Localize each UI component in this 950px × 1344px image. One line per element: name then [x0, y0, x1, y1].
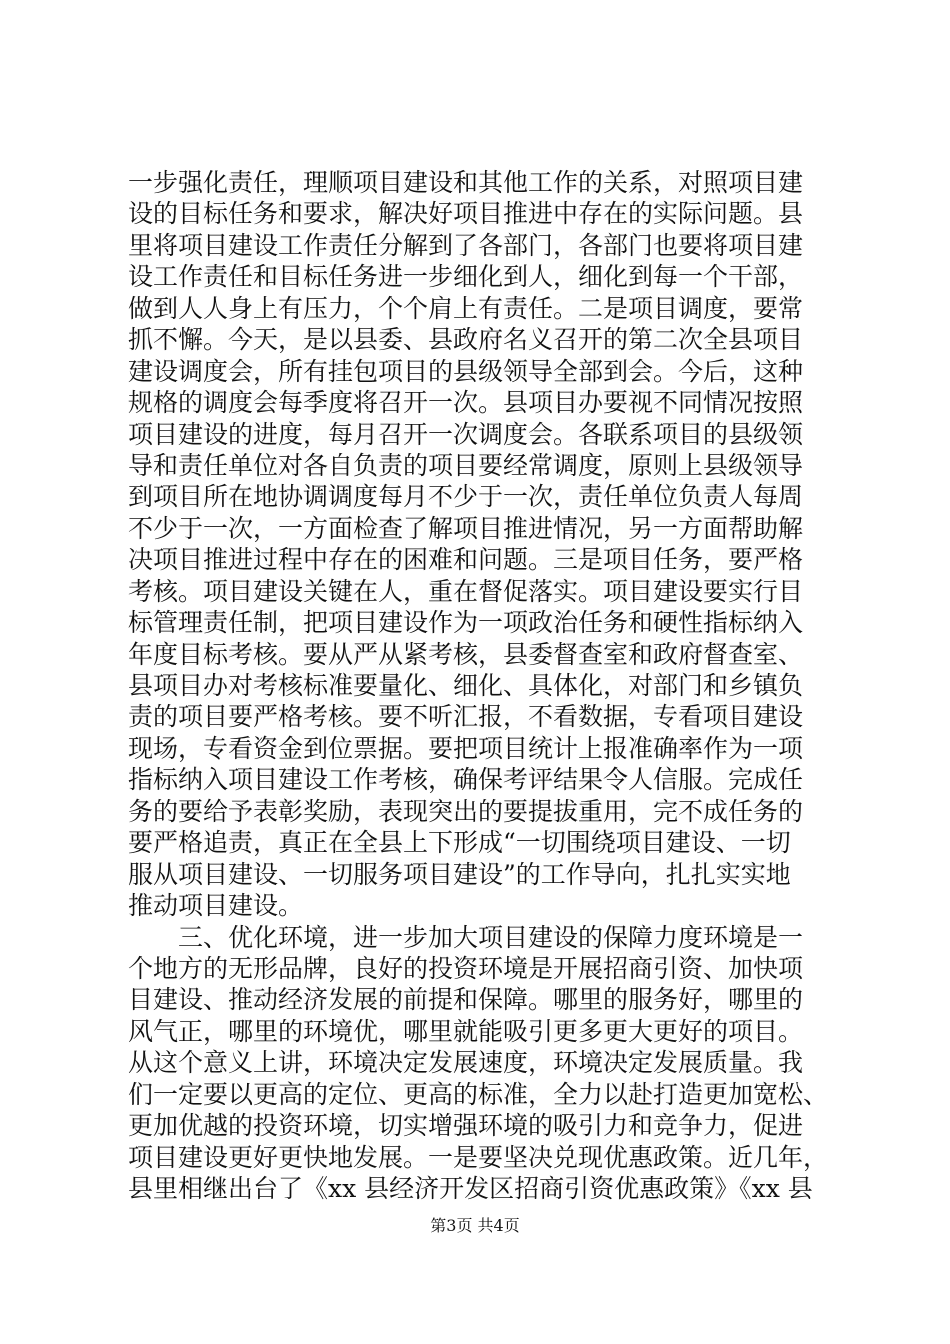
text-line: 抓不懈。今天，是以县委、县政府名义召开的第二次全县项目	[128, 325, 804, 355]
text-line: 风气正，哪里的环境优，哪里就能吸引更多更大更好的项目。	[128, 1016, 804, 1046]
text-line: 做到人人身上有压力，个个肩上有责任。二是项目调度，要常	[128, 293, 804, 323]
text-line: 项目建设更好更快地发展。一是要坚决兑现优惠政策。近几年，	[128, 1142, 829, 1172]
text-line: 个地方的无形品牌，良好的投资环境是开展招商引资、加快项	[128, 953, 804, 983]
text-line: 推动项目建设。	[128, 891, 304, 921]
text-line: 标管理责任制，把项目建设作为一项政治任务和硬性指标纳入	[128, 608, 804, 638]
text-line: 从这个意义上讲，环境决定发展速度，环境决定发展质量。我	[128, 1048, 804, 1078]
text-line: 现场，专看资金到位票据。要把项目统计上报准确率作为一项	[128, 733, 804, 763]
text-line: 三、优化环境，进一步加大项目建设的保障力度环境是一	[128, 922, 804, 952]
text-line: 建设调度会，所有挂包项目的县级领导全部到会。今后，这种	[128, 356, 804, 386]
text-line: 设的目标任务和要求，解决好项目推进中存在的实际问题。县	[128, 199, 804, 229]
text-line: 县里相继出台了《xx 县经济开发区招商引资优惠政策》《xx 县	[128, 1174, 813, 1203]
page-footer: 第3页 共4页	[430, 1216, 520, 1235]
body-text	[128, 167, 828, 1204]
text-line: 要严格追责，真正在全县上下形成“一切围绕项目建设、一切	[128, 828, 791, 858]
text-line: 更加优越的投资环境，切实增强环境的吸引力和竞争力，促进	[128, 1111, 804, 1141]
text-line: 设工作责任和目标任务进一步细化到人，细化到每一个干部，	[128, 262, 804, 292]
text-line: 一步强化责任，理顺项目建设和其他工作的关系，对照项目建	[128, 168, 804, 197]
text-line: 考核。项目建设关键在人，重在督促落实。项目建设要实行目	[128, 576, 804, 606]
text-line: 县项目办对考核标准要量化、细化、具体化，对部门和乡镇负	[128, 671, 804, 700]
text-line: 不少于一次，一方面检查了解项目推进情况，另一方面帮助解	[128, 513, 804, 543]
text-line: 们一定要以更高的定位、更高的标准，全力以赴打造更加宽松、	[128, 1079, 829, 1109]
text-line: 务的要给予表彰奖励，表现突出的要提拔重用，完不成任务的	[128, 796, 804, 826]
text-line: 决项目推进过程中存在的困难和问题。三是项目任务，要严格	[128, 545, 804, 575]
text-line: 服从项目建设、一切服务项目建设”的工作导向，扎扎实实地	[128, 859, 791, 889]
text-line: 到项目所在地协调调度每月不少于一次，责任单位负责人每周	[128, 482, 804, 512]
text-line: 里将项目建设工作责任分解到了各部门，各部门也要将项目建	[128, 230, 804, 260]
text-line: 项目建设的进度，每月召开一次调度会。各联系项目的县级领	[128, 419, 804, 449]
text-line: 年度目标考核。要从严从紧考核，县委督查室和政府督查室、	[128, 639, 804, 669]
text-line: 责的项目要严格考核。要不听汇报，不看数据，专看项目建设	[128, 702, 804, 732]
text-line: 目建设、推动经济发展的前提和保障。哪里的服务好，哪里的	[128, 985, 804, 1015]
text-line: 导和责任单位对各自负责的项目要经常调度，原则上县级领导	[128, 450, 804, 480]
text-line: 规格的调度会每季度将召开一次。县项目办要视不同情况按照	[128, 388, 804, 418]
text-line: 指标纳入项目建设工作考核，确保考评结果令人信服。完成任	[128, 765, 804, 795]
